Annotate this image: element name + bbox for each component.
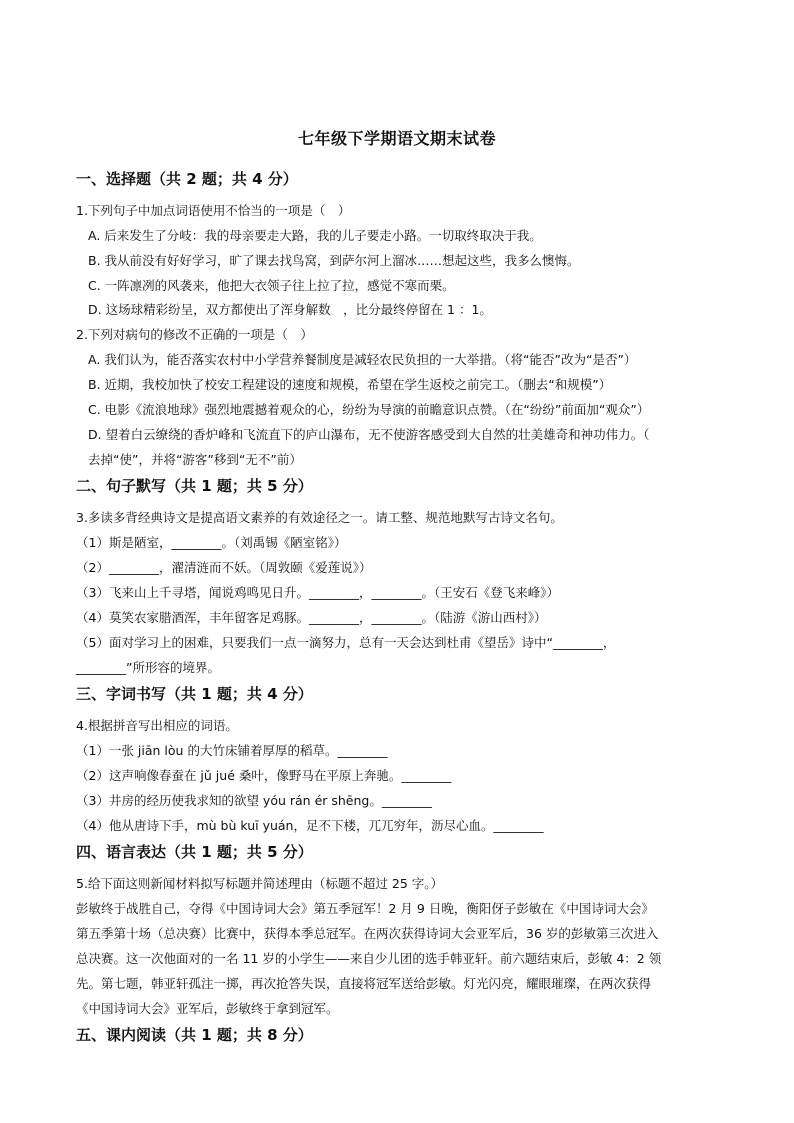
question-2-stem: 2.下列对病句的修改不正确的一项是（ ） <box>76 327 313 342</box>
question-4-item-3: （3）井房的经历使我求知的欲望 yóu rán ér shēng。________ <box>76 793 432 808</box>
question-4-item-4: （4）他从唐诗下手，mù bù kuī yuán，足不下楼，兀兀穷年，沥尽心血。________ <box>76 818 544 833</box>
question-1-option-d: D. 这场球精彩纷呈，双方都使出了浑身解数 ，比分最终停留在 1 ：1。 <box>88 302 492 317</box>
news-paragraph-line-2: 第五季第十场（总决赛）比赛中，获得本季总冠军。在两次获得诗词大会亚军后，36 岁的彭敏第三次进入 <box>76 926 659 941</box>
question-1-stem: 1.下列句子中加点词语使用不恰当的一项是（ ） <box>76 203 351 218</box>
section-heading-reading: 五、课内阅读（共 1 题；共 8 分） <box>76 1026 313 1044</box>
question-2-option-d-cont: 去掉“使”，并将“游客”移到“无不”前） <box>88 452 302 467</box>
question-3-item-1: （1）斯是陋室，________。（刘禹锡《陋室铭》） <box>76 535 347 550</box>
question-3-item-3: （3）飞来山上千寻塔，闻说鸡鸣见日升。________，________。（王安石《登飞来峰》） <box>76 585 559 600</box>
question-4-item-2: （2）这声响像春蚕在 jǔ jué 桑叶，像野马在平原上奔驰。________ <box>76 768 452 783</box>
question-1-option-a: A. 后来发生了分岐：我的母亲要走大路，我的儿子要走小路。一切取终取决于我。 <box>88 228 542 243</box>
question-3-item-2: （2）________，濯清涟而不妖。（周敦颐《爱莲说》） <box>76 560 372 575</box>
section-heading-writing: 三、字词书写（共 1 题；共 4 分） <box>76 685 313 703</box>
news-paragraph-line-3: 总决赛。这一次他面对的一名 11 岁的小学生——来自少儿团的选手韩亚轩。前六题结束后，彭敏 4：2 领 <box>76 951 662 966</box>
question-2-option-b: B. 近期，我校加快了校安工程建设的速度和规模，希望在学生返校之前完工。（删去“和规模”） <box>88 377 612 392</box>
question-3-item-5-cont: ________”所形容的境界。 <box>76 660 220 675</box>
question-1-option-b: B. 我从前没有好好学习，旷了课去找鸟窝，到萨尔河上溜冰……想起这些，我多么懊悔。 <box>88 253 580 268</box>
news-paragraph-line-5: 《中国诗词大会》亚军后，彭敏终于拿到冠军。 <box>76 1001 339 1016</box>
question-4-item-1: （1）一张 jiān lòu 的大竹床铺着厚厚的稻草。________ <box>76 743 388 758</box>
question-3-stem: 3.多读多背经典诗文是提高语文素养的有效途径之一。请工整、规范地默写古诗文名句。 <box>76 510 563 525</box>
question-3-item-4: （4）莫笑农家腊酒浑，丰年留客足鸡豚。________，________。（陆游《游山西村》） <box>76 610 547 625</box>
question-2-option-d: D. 望着白云缭绕的香炉峰和飞流直下的庐山瀑布，无不使游客感受到大自然的壮美雄奇和神功伟力。（ <box>88 427 650 442</box>
section-heading-expression: 四、语言表达（共 1 题；共 5 分） <box>76 843 313 861</box>
question-2-option-a: A. 我们认为，能否落实农村中小学营养餐制度是减轻农民负担的一大举措。（将“能否”改为“是否”） <box>88 352 637 367</box>
news-paragraph-line-1: 彭敏终于战胜自己，夺得《中国诗词大会》第五季冠军！2 月 9 日晚，衡阳伢子彭敏在《中国诗词大会》 <box>76 901 654 916</box>
section-heading-recitation: 二、句子默写（共 1 题；共 5 分） <box>76 477 313 495</box>
question-4-stem: 4.根据拼音写出相应的词语。 <box>76 718 238 733</box>
question-1-option-c: C. 一阵凛冽的风袭来，他把大衣领子往上拉了拉，感觉不寒而栗。 <box>88 278 455 293</box>
question-2-option-c: C. 电影《流浪地球》强烈地震撼着观众的心，纷纷为导演的前瞻意识点赞。（在“纷纷”前面加“观众”） <box>88 402 650 417</box>
question-3-item-5: （5）面对学习上的困难，只要我们一点一滴努力，总有一天会达到杜甫《望岳》诗中“________， <box>76 635 616 650</box>
news-paragraph-line-4: 先。第七题，韩亚轩孤注一掷，再次抢答失误，直接将冠军送给彭敏。灯光闪亮，耀眼璀璨，在两次获得 <box>76 976 652 991</box>
section-heading-choice: 一、选择题（共 2 题；共 4 分） <box>76 170 298 188</box>
question-5-stem: 5.给下面这则新闻材料拟写标题并简述理由（标题不超过 25 字。） <box>76 876 444 891</box>
page-title: 七年级下学期语文期末试卷 <box>297 129 496 148</box>
